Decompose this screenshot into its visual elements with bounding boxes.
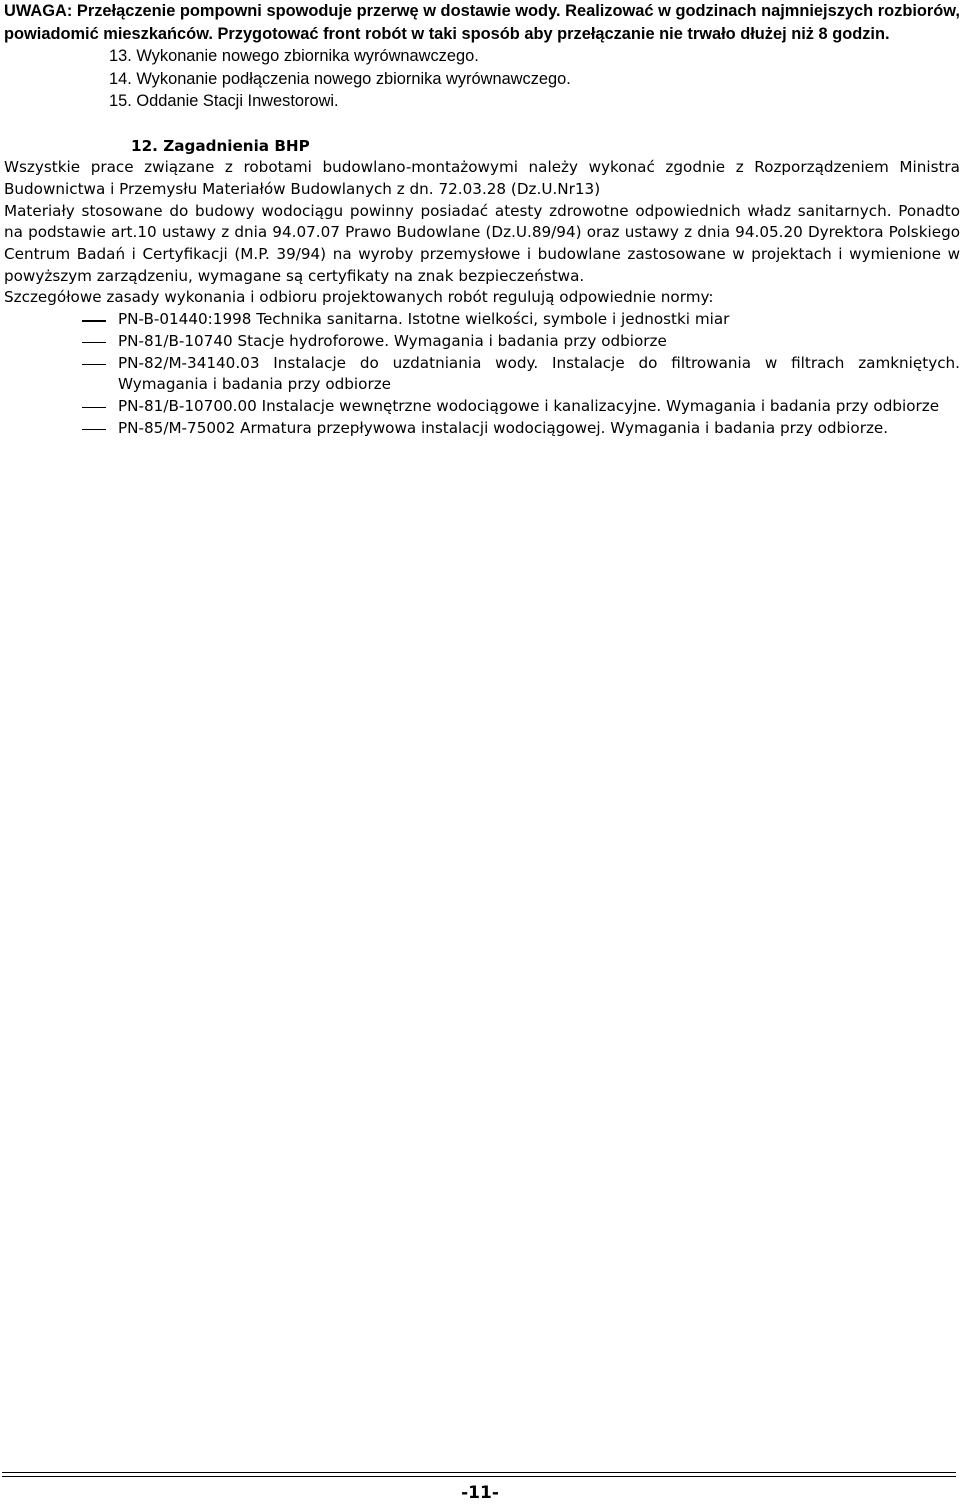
- steps-list: [4, 45, 960, 113]
- step-text: Oddanie Stacji Inwestorowi.: [136, 92, 339, 110]
- list-item: [4, 331, 960, 353]
- step-text: Wykonanie nowego zbiornika wyrównawczego.: [136, 47, 479, 65]
- list-item: [109, 45, 960, 68]
- materials-paragraph: Materiały stosowane do budowy wodociągu powinny posiadać atesty zdrowotne odpowiednich władz sanitarnych. Ponadto na podstawie art.10 ustawy z dnia 94.07.07 Prawo Budowlane (Dz.U.89/94) oraz ustawy z dnia 94.05.20 Dyrektora Polskiego Centrum Badań i Certyfikacji (M.P. 39/94) na wyroby przemysłowe i budowlane zastosowane w projektach i wymienione w powyższym zarządzeniu, wymagane są certyfikaty na znak bezpieczeństwa.: [4, 201, 960, 285]
- list-item: [4, 418, 960, 440]
- norm-text: PN-85/M-75002 Armatura przepływowa instalacji wodociągowej. Wymagania i badania przy odbiorze.: [118, 418, 889, 437]
- section-title: Zagadnienia BHP: [163, 136, 310, 155]
- step-text: Wykonanie podłączenia nowego zbiornika wyrównawczego.: [136, 69, 571, 88]
- step-number: 14.: [109, 69, 132, 88]
- list-item: [109, 90, 960, 113]
- warning-label: UWAGA:: [4, 2, 73, 20]
- list-item: [109, 68, 960, 91]
- warning-paragraph: [4, 0, 960, 45]
- norm-text: PN-82/M-34140.03 Instalacje do uzdatniania wody. Instalacje do filtrowania w filtrach zamkniętych. Wymagania i badania przy odbiorze: [118, 353, 960, 394]
- step-number: 15.: [109, 92, 132, 110]
- dash-bullet-icon: [82, 407, 106, 409]
- norm-text: PN-81/B-10700.00 Instalacje wewnętrzne wodociągowe i kanalizacyjne. Wymagania i badania przy odbiorze: [118, 396, 940, 415]
- warning-text: Przełączenie pompowni spowoduje przerwę w dostawie wody. Realizować w godzinach najmniejszych rozbiorów, powiadomić mieszkańców. Przygotować front robót w taki sposób aby przełączanie nie trwało dłużej niż 8 godzin.: [4, 2, 960, 43]
- norm-text: PN-B-01440:1998 Technika sanitarna. Istotne wielkości, symbole i jednostki miar: [118, 310, 730, 329]
- step-number: 13.: [109, 47, 132, 65]
- norms-list: [4, 309, 960, 439]
- list-item: [4, 309, 960, 331]
- list-item: [4, 353, 960, 396]
- regulation-paragraph: Wszystkie prace związane z robotami budowlano-montażowymi należy wykonać zgodnie z Rozporządzeniem Ministra Budownictwa i Przemysłu Materiałów Budowlanych z dn. 72.03.28 (Dz.U.Nr13): [4, 158, 960, 198]
- section-number: 12.: [131, 136, 158, 155]
- dash-bullet-icon: [82, 429, 106, 431]
- bhp-section: [4, 136, 960, 440]
- list-item: [4, 396, 960, 418]
- footer-divider: [2, 1472, 956, 1477]
- norms-intro-paragraph: Szczegółowe zasady wykonania i odbioru projektowanych robót regulują odpowiednie normy:: [4, 288, 714, 307]
- dash-bullet-icon: [82, 364, 106, 366]
- dash-bullet-icon: [82, 320, 106, 322]
- section-heading: [131, 136, 960, 158]
- norm-text: PN-81/B-10740 Stacje hydroforowe. Wymagania i badania przy odbiorze: [118, 331, 667, 350]
- page-number: -11-: [461, 1483, 499, 1503]
- document-page: [4, 0, 960, 439]
- dash-bullet-icon: [82, 342, 106, 344]
